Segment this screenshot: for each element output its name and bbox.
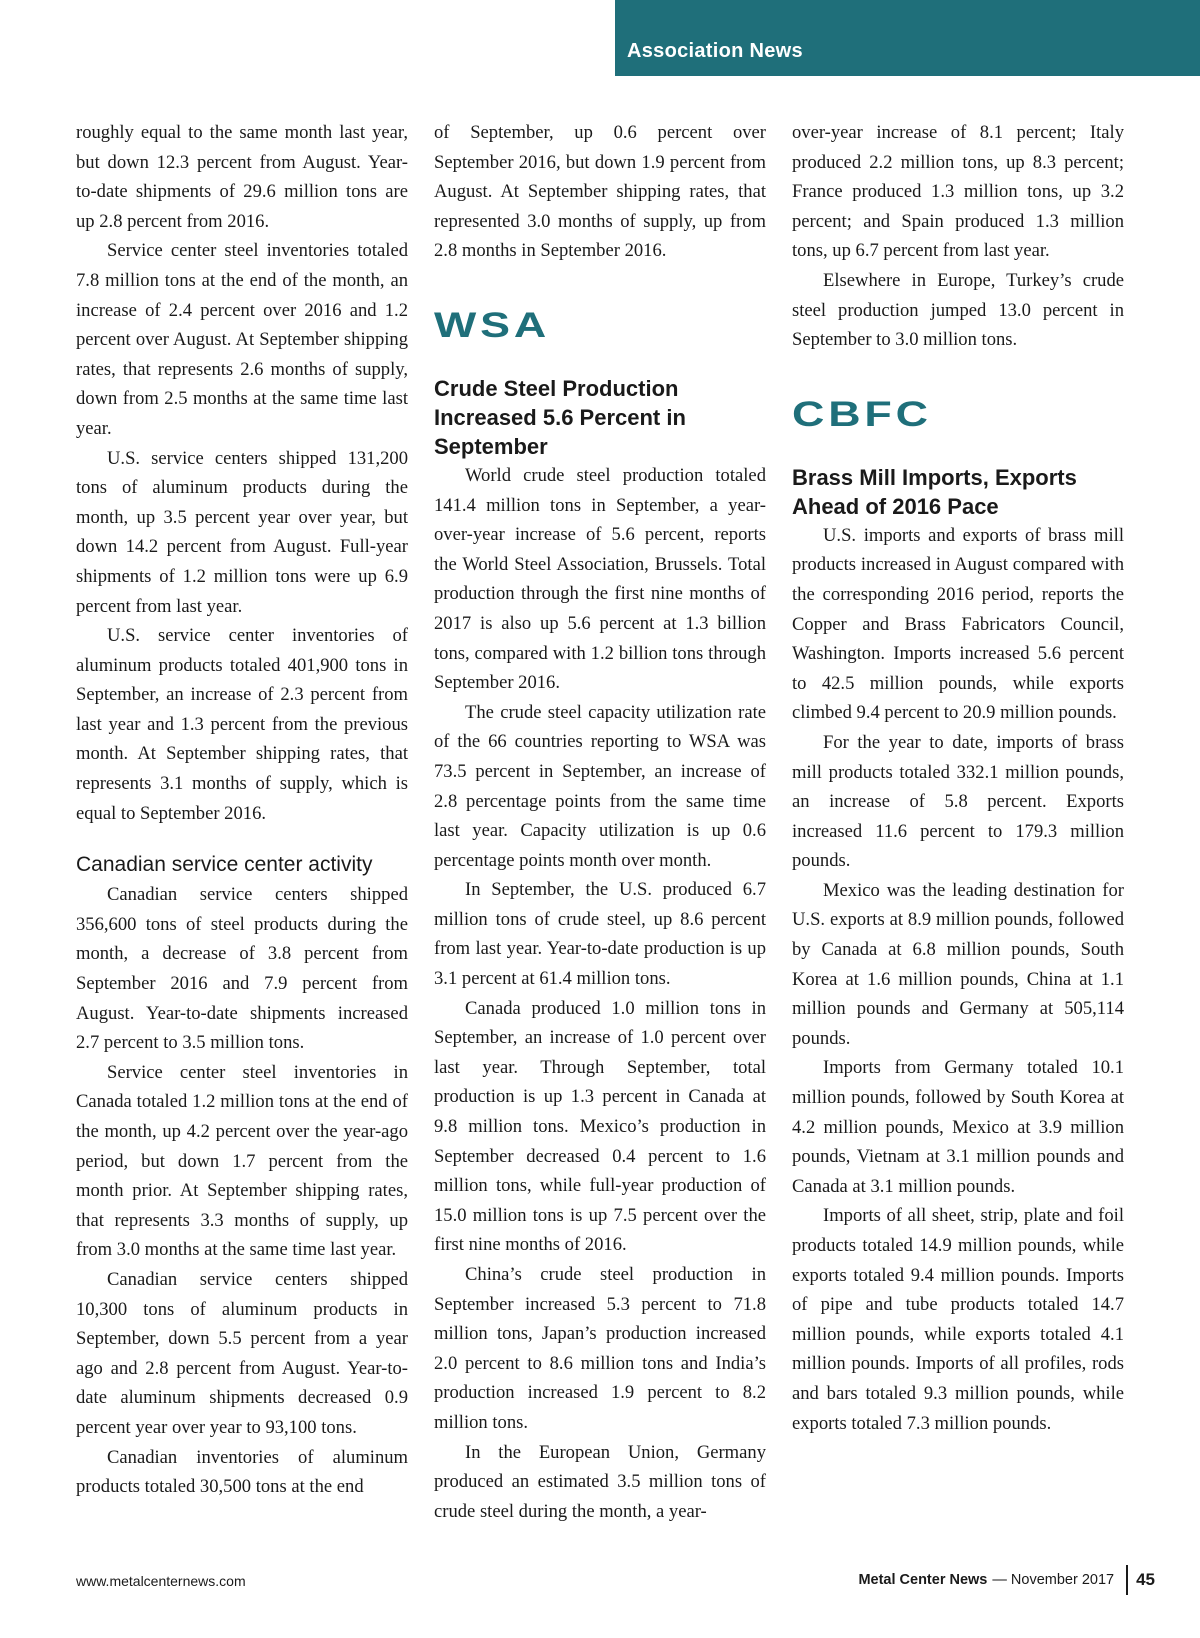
paragraph: U.S. service center inventories of aluminum products totaled 401,900 tons in September, an increase of 2.3 percent from last year and 1.3 percent from the previous month. At September shipping rates, that represents 3.1 months of supply, which is equal to September 2016. <box>76 625 408 824</box>
headline-wsa: Crude Steel Production Increased 5.6 Percent in September <box>434 375 686 459</box>
column-3 <box>792 118 1124 1438</box>
section-header-bar <box>615 0 1200 76</box>
paragraph: Canada produced 1.0 million tons in September, an increase of 1.0 percent over last year. Through September, total production is up 1.3 percent in Canada at 9.8 million tons. Mexico’s production in September decreased 0.4 percent to 1.6 million tons, while full-year production of 15.0 million tons is up 7.5 percent over the first nine months of 2016. <box>434 997 766 1256</box>
paragraph: Imports from Germany totaled 10.1 million pounds, followed by South Korea at 4.2 million pounds, Mexico at 3.9 million pounds, Vietnam at 3.1 million pounds and Canada at 3.1 million pounds. <box>792 1057 1124 1197</box>
paragraph: In September, the U.S. produced 6.7 million tons of crude steel, up 8.6 percent from last year. Year-to-date production is up 3.1 percent at 61.4 million tons. <box>434 879 766 990</box>
paragraph: For the year to date, imports of brass mill products totaled 332.1 million pounds, an increase of 5.8 percent. Exports increased 11.6 percent to 179.3 million pounds. <box>792 731 1124 872</box>
subheading-canadian-activity: Canadian service center activity <box>76 853 373 877</box>
footer-issue-date: — November 2017 <box>992 1572 1115 1588</box>
paragraph: Canadian service centers shipped 10,300 tons of aluminum products in September, down 5.5 percent from a year ago and 2.8 percent from August. Year-to-date aluminum shipments decreased 0.9 percent year over year to 93,100 tons. <box>76 1268 408 1438</box>
paragraph: Imports of all sheet, strip, plate and foil products totaled 14.9 million pounds, while exports totaled 9.4 million pounds. Imports of pipe and tube products totaled 14.7 million pounds, while exports totaled 4.1 million pounds. Imports of all profiles, rods and bars totaled 9.3 million pounds, while exports totaled 7.3 million pounds. <box>792 1205 1124 1434</box>
column-1 <box>76 118 408 1502</box>
paragraph: roughly equal to the same month last year, but down 12.3 percent from August. Year-to-date shipments of 29.6 million tons are up 2.8 percent from 2016. <box>76 122 408 232</box>
paragraph: over-year increase of 8.1 percent; Italy produced 2.2 million tons, up 8.3 percent; France produced 1.3 million tons, up 3.2 percent; and Spain produced 1.3 million tons, up 6.7 percent from last year. <box>792 122 1124 262</box>
paragraph: of September, up 0.6 percent over September 2016, but down 1.9 percent from August. At September shipping rates, that represented 3.0 months of supply, up from 2.8 months in September 2016. <box>434 122 766 262</box>
paragraph: U.S. imports and exports of brass mill products increased in August compared with the corresponding 2016 period, reports the Copper and Brass Fabricators Council, Washington. Imports increased 5.6 percent to 42.5 million pounds, while exports climbed 9.4 percent to 20.9 million pounds. <box>792 524 1124 724</box>
paragraph: Canadian inventories of aluminum products totaled 30,500 tons at the end <box>76 1446 408 1498</box>
paragraph: The crude steel capacity utilization rate of the 66 countries reporting to WSA was 73.5 percent in September, an increase of 2.8 percentage points from the same time last year. Capacity utilization is up 0.6 percentage points month over month. <box>434 701 766 871</box>
paragraph: World crude steel production totaled 141.4 million tons in September, a year-over-year increase of 5.6 percent, reports the World Steel Association, Brussels. Total production through the first nine months of 2017 is also up 5.6 percent at 1.3 billion tons, compared with 1.2 billion tons through September 2016. <box>434 464 766 694</box>
paragraph: Service center steel inventories totaled 7.8 million tons at the end of the month, an increase of 2.4 percent over 2016 and 1.2 percent over August. At September shipping rates, that represents 2.6 months of supply, down from 2.5 months at the same time last year. <box>76 240 408 439</box>
paragraph: Canadian service centers shipped 356,600 tons of steel products during the month, a decrease of 3.8 percent from September 2016 and 7.9 percent from August. Year-to-date shipments increased 2.7 percent to 3.5 million tons. <box>76 884 408 1054</box>
column-2 <box>434 118 766 1526</box>
page-number: 45 <box>1136 1570 1155 1589</box>
org-logo-cbfc: CBFC <box>792 394 932 434</box>
footer-magazine-name: Metal Center News <box>858 1572 988 1588</box>
paragraph: Mexico was the leading destination for U.S. exports at 8.9 million pounds, followed by Canada at 6.8 million pounds, South Korea at 1.6 million pounds, China at 1.1 million pounds and Germany at 505,114 pounds. <box>792 879 1124 1049</box>
section-label: Association News <box>627 40 803 62</box>
org-logo-wsa: WSA <box>434 305 551 345</box>
paragraph: China’s crude steel production in September increased 5.3 percent to 71.8 million tons, Japan’s production increased 2.0 percent to 8.6 million tons and India’s production increased 1.9 percent to 8.2 million tons. <box>434 1264 766 1433</box>
footer-website-url: www.metalcenternews.com <box>76 1573 246 1589</box>
paragraph: Service center steel inventories in Canada totaled 1.2 million tons at the end of the month, up 4.2 percent over the year-ago period, but down 1.7 percent from the month prior. At September shipping rates, that represents 3.3 months of supply, up from 3.0 months at the same time last year. <box>76 1061 408 1261</box>
footer-folio <box>858 1563 1155 1597</box>
paragraph: Elsewhere in Europe, Turkey’s crude steel production jumped 13.0 percent in September to 3.0 million tons. <box>792 269 1124 351</box>
paragraph: U.S. service centers shipped 131,200 tons of aluminum products during the month, up 3.5 percent year over year, but down 14.2 percent from August. Full-year shipments of 1.2 million tons were up 6.9 percent from last year. <box>76 447 408 617</box>
headline-cbfc: Brass Mill Imports, Exports Ahead of 2016 Pace <box>792 464 1077 519</box>
paragraph: In the European Union, Germany produced an estimated 3.5 million tons of crude steel during the month, a year- <box>434 1441 766 1522</box>
footer-divider <box>1126 1565 1128 1595</box>
